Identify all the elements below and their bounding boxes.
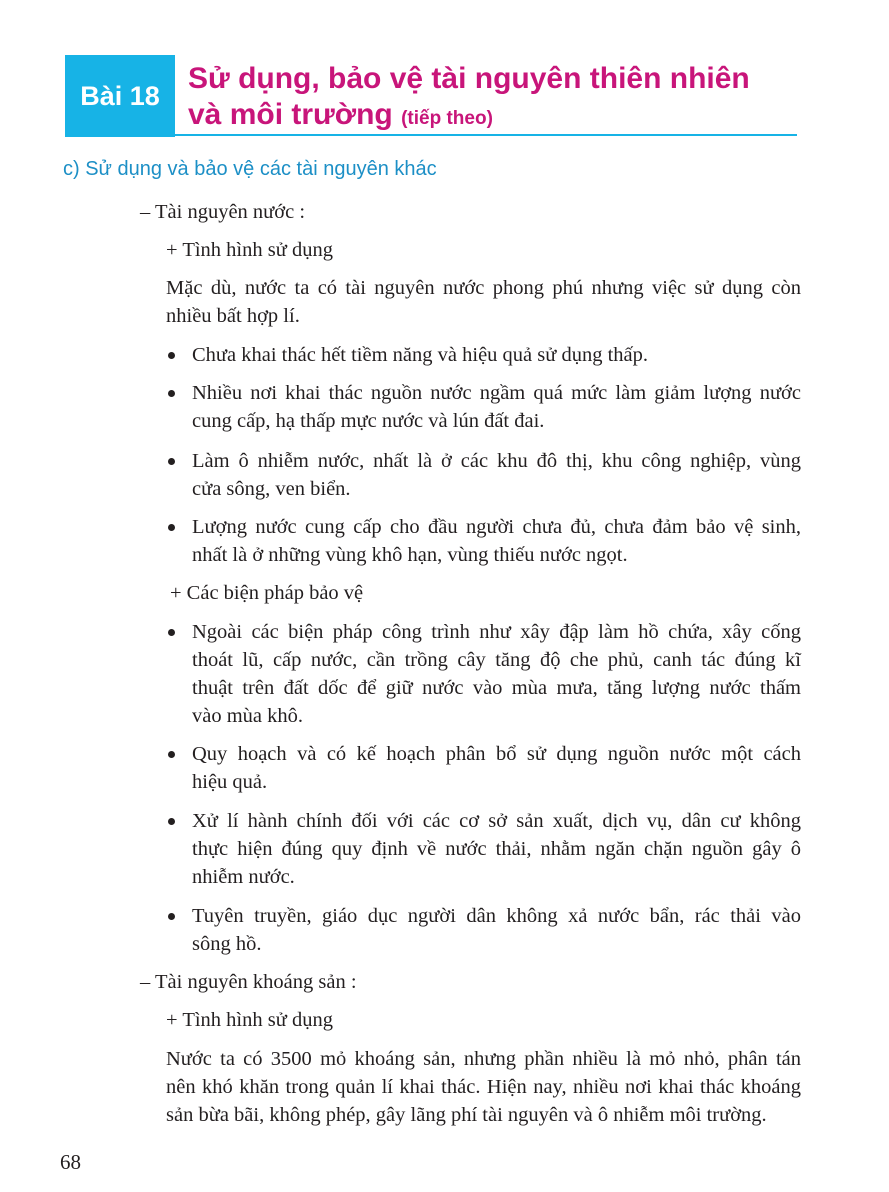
bullet-dot bbox=[168, 524, 175, 531]
bullet-dot bbox=[168, 818, 175, 825]
bullet-dot bbox=[168, 913, 175, 920]
list-item-continuation: thực hiện đúng quy định về nước thải, nhằm ngăn chặn nguồn gây ô bbox=[192, 838, 801, 860]
mineral-usage-label: + Tình hình sử dụng bbox=[166, 1009, 333, 1031]
list-item-continuation: thoát lũ, cấp nước, cần trồng cây tăng độ che phủ, canh tác đúng kĩ bbox=[192, 649, 801, 671]
lesson-header bbox=[65, 55, 797, 139]
list-item: Nhiều nơi khai thác nguồn nước ngầm quá mức làm giảm lượng nước bbox=[192, 382, 801, 404]
list-item-continuation: thuật trên đất dốc để giữ nước vào mùa mưa, tăng lượng nước thấm bbox=[192, 677, 801, 699]
list-item-continuation: nhất là ở những vùng khô hạn, vùng thiếu nước ngọt. bbox=[192, 544, 628, 566]
page-number: 68 bbox=[60, 1150, 81, 1174]
list-item-continuation: vào mùa khô. bbox=[192, 705, 304, 727]
header-rule bbox=[175, 134, 797, 136]
list-item-continuation: sông hồ. bbox=[192, 933, 262, 955]
list-item: Làm ô nhiễm nước, nhất là ở các khu đô thị, khu công nghiệp, vùng bbox=[192, 450, 801, 472]
mineral-para-line-1: Nước ta có 3500 mỏ khoáng sản, nhưng phần nhiều là mỏ nhỏ, phân tán bbox=[166, 1048, 801, 1070]
section-heading: c) Sử dụng và bảo vệ các tài nguyên khác bbox=[63, 158, 437, 180]
bullet-dot bbox=[168, 458, 175, 465]
list-item-continuation: cửa sông, ven biển. bbox=[192, 478, 351, 500]
list-item: Ngoài các biện pháp công trình như xây đập làm hồ chứa, xây cống bbox=[192, 621, 801, 643]
mineral-para-line-3: sản bừa bãi, không phép, gây lãng phí tài nguyên và ô nhiễm môi trường. bbox=[166, 1104, 767, 1126]
water-intro-line-2: nhiều bất hợp lí. bbox=[166, 305, 300, 327]
list-item: Quy hoạch và có kế hoạch phân bổ sử dụng nguồn nước một cách bbox=[192, 743, 801, 765]
list-item-continuation: hiệu quả. bbox=[192, 771, 268, 793]
water-resource-label: – Tài nguyên nước : bbox=[140, 201, 306, 223]
title-line-2-text: và môi trường bbox=[188, 98, 393, 131]
title-line-2 bbox=[188, 97, 750, 137]
list-item: Chưa khai thác hết tiềm năng và hiệu quả sử dụng thấp. bbox=[192, 344, 649, 366]
mineral-resource-label: – Tài nguyên khoáng sản : bbox=[140, 971, 357, 993]
list-item: Lượng nước cung cấp cho đầu người chưa đủ, chưa đảm bảo vệ sinh, bbox=[192, 516, 801, 538]
bullet-dot bbox=[168, 352, 175, 359]
water-usage-label: + Tình hình sử dụng bbox=[166, 239, 333, 261]
list-item: Tuyên truyền, giáo dục người dân không xả nước bẩn, rác thải vào bbox=[192, 905, 801, 927]
bullet-dot bbox=[168, 390, 175, 397]
mineral-para-line-2: nên khó khăn trong quản lí khai thác. Hiện nay, nhiều nơi khai thác khoáng bbox=[166, 1076, 801, 1098]
bullet-dot bbox=[168, 629, 175, 636]
title-suffix: (tiếp theo) bbox=[401, 108, 493, 129]
bullet-dot bbox=[168, 751, 175, 758]
lesson-badge: Bài 18 bbox=[65, 55, 175, 137]
water-intro-line-1: Mặc dù, nước ta có tài nguyên nước phong phú nhưng việc sử dụng còn bbox=[166, 277, 801, 299]
list-item: Xử lí hành chính đối với các cơ sở sản xuất, dịch vụ, dân cư không bbox=[192, 810, 801, 832]
list-item-continuation: cung cấp, hạ thấp mực nước và lún đất đai. bbox=[192, 410, 545, 432]
lesson-title bbox=[188, 61, 750, 137]
list-item-continuation: nhiễm nước. bbox=[192, 866, 295, 888]
title-line-1: Sử dụng, bảo vệ tài nguyên thiên nhiên bbox=[188, 62, 750, 95]
water-protect-label: + Các biện pháp bảo vệ bbox=[170, 582, 364, 604]
